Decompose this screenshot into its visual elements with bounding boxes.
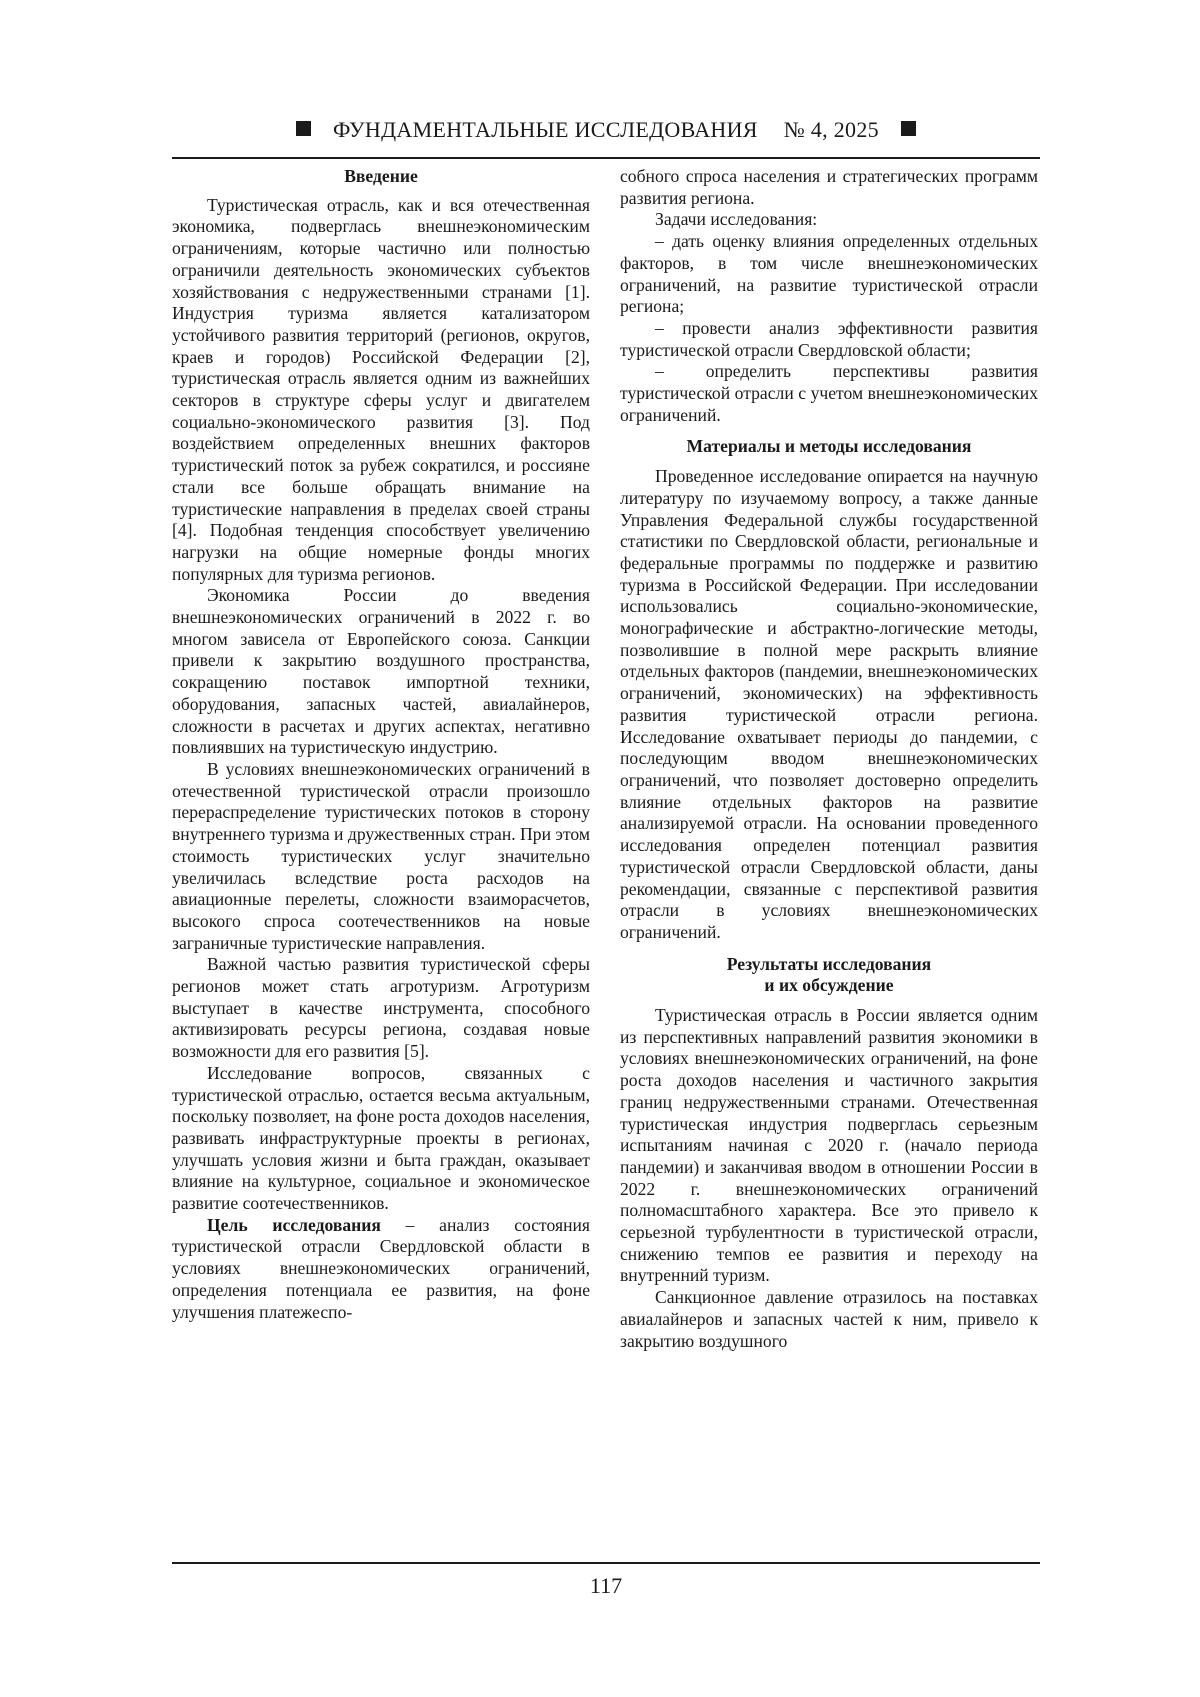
paragraph-goal xyxy=(172,1215,590,1324)
paragraph: Санкционное давление отразилось на поставках авиалайнеров и запасных частей к ним, привело к закрытию воздушного xyxy=(620,1287,1038,1351)
results-heading-line2: и их обсуждение xyxy=(764,975,894,996)
header-rule xyxy=(172,157,1040,159)
paragraph: Проведенное исследование опирается на научную литературу по изучаемому вопросу, а также данные Управления Федеральной службы государственной статистики по Свердловской области, региональные и федеральные программы по поддержке и развитию туризма в Российской Федерации. При исследовании использовались социально-экономические, монографические и абстрактно-логические методы, позволившие в полной мере раскрыть влияние отдельных факторов (пандемии, внешнеэкономических ограничений, экономических) на эффективность развития туристической отрасли региона. Исследование охватывает периоды до пандемии, с последующим вводом внешнеэкономических ограничений, что позволяет достоверно определить влияние отдельных факторов на развитие анализируемой отрасли. На основании проведенного исследования определен потенциал развития туристической отрасли Свердловской области, даны рекомендации, связанные с перспективой развития отрасли в условиях внешнеэкономических ограничений. xyxy=(620,466,1038,942)
footer-rule xyxy=(172,1562,1040,1564)
square-bullet-icon xyxy=(296,121,311,136)
section-heading-introduction: Введение xyxy=(344,166,418,186)
paragraph: Важной частью развития туристической сферы регионов может стать агротуризм. Агротуризм выступает в качестве инструмента, способного активизировать ресурсы региона, создавая новые возможности для его развития [5]. xyxy=(172,954,590,1062)
paragraph: Исследование вопросов, связанных с туристической отраслью, остается весьма актуальным, поскольку позволяет, на фоне роста доходов населения, развивать инфраструктурные проекты в регионах, улучшать условия жизни и быта граждан, оказывает влияние на культурное, социальное и экономическое развитие соотечественников. xyxy=(172,1062,590,1214)
goal-label: Цель исследования xyxy=(207,1214,381,1235)
paragraph: В условиях внешнеэкономических ограничений в отечественной туристической отрасли произошло перераспределение туристических потоков в сторону внутреннего туризма и дружественных стран. При этом стоимость туристических услуг значительно увеличилась вследствие роста расходов на авиационные перелеты, сложности взаиморасчетов, высокого спроса соотечественников на новые заграничные туристические направления. xyxy=(172,758,590,953)
goal-text: – анализ состояния туристической отрасли Свердловской области в условиях внешнеэкономических ограничений, определения потенциала ее развития, на фоне улучшения платежеспо- xyxy=(172,1214,590,1322)
task-item: – дать оценку влияния определенных отдельных факторов, в том числе внешнеэкономических ограничений, на развитие туристической отрасли региона; xyxy=(620,231,1038,317)
paragraph: Экономика России до введения внешнеэкономических ограничений в 2022 г. во многом зависела от Европейского союза. Санкции привели к закрытию воздушного пространства, сокращению поставок импортной техники, оборудования, запасных частей, авиалайнеров, сложности в расчетах и других аспектах, негативно повлиявших на туристическую индустрию. xyxy=(172,585,590,758)
running-header xyxy=(172,112,1040,148)
square-bullet-icon xyxy=(901,121,916,136)
tasks-label: Задачи исследования: xyxy=(655,209,818,230)
paragraph: Туристическая отрасль в России является одним из перспективных направлений развития экономики в условиях внешнеэкономических ограничений, на фоне роста доходов населения и частичного закрытия границ недружественными странами. Отечественная туристическая индустрия подверглась серьезным испытаниям начиная с 2020 г. (начало периода пандемии) и заканчивая вводом в отношении России в 2022 г. внешнеэкономических ограничений полномасштабного характера. Все это привело к серьезной турбулентности в туристической отрасли, снижению темпов ее развития и переходу на внутренний туризм. xyxy=(620,1005,1038,1286)
task-item: – провести анализ эффективности развития туристической отрасли Свердловской области; xyxy=(620,317,1038,360)
section-heading-methods: Материалы и методы исследования xyxy=(686,436,972,457)
page-number: 117 xyxy=(589,1573,623,1598)
paragraph: собного спроса населения и стратегических программ развития региона. xyxy=(620,166,1038,208)
section-heading-results xyxy=(620,954,1038,997)
results-heading-line1: Результаты исследования xyxy=(726,953,932,974)
right-column xyxy=(620,166,1038,1558)
journal-title: ФУНДАМЕНТАЛЬНЫЕ ИССЛЕДОВАНИЯ xyxy=(333,117,758,142)
left-column xyxy=(172,166,590,1558)
task-item: – определить перспективы развития туристической отрасли с учетом внешнеэкономических ограничений. xyxy=(620,361,1038,425)
paragraph: Туристическая отрасль, как и вся отечественная экономика, подверглась внешнеэкономическим ограничениям, которые частично или полностью ограничили деятельность экономических субъектов хозяйствования с недружественными странами [1]. Индустрия туризма является катализатором устойчивого развития территорий (регионов, округов, краев и городов) Российской Федерации [2], туристическая отрасль является одним из важнейших секторов в структуре сферы услуг и двигателем социально-экономического развития [3]. Под воздействием определенных внешних факторов туристический поток за рубеж сократился, и россияне стали все больше обращать внимание на туристические направления в пределах своей страны [4]. Подобная тенденция способствует увеличению нагрузки на общие номерные фонды многих популярных для туризма регионов. xyxy=(172,194,590,584)
issue-number: № 4, 2025 xyxy=(783,117,879,142)
